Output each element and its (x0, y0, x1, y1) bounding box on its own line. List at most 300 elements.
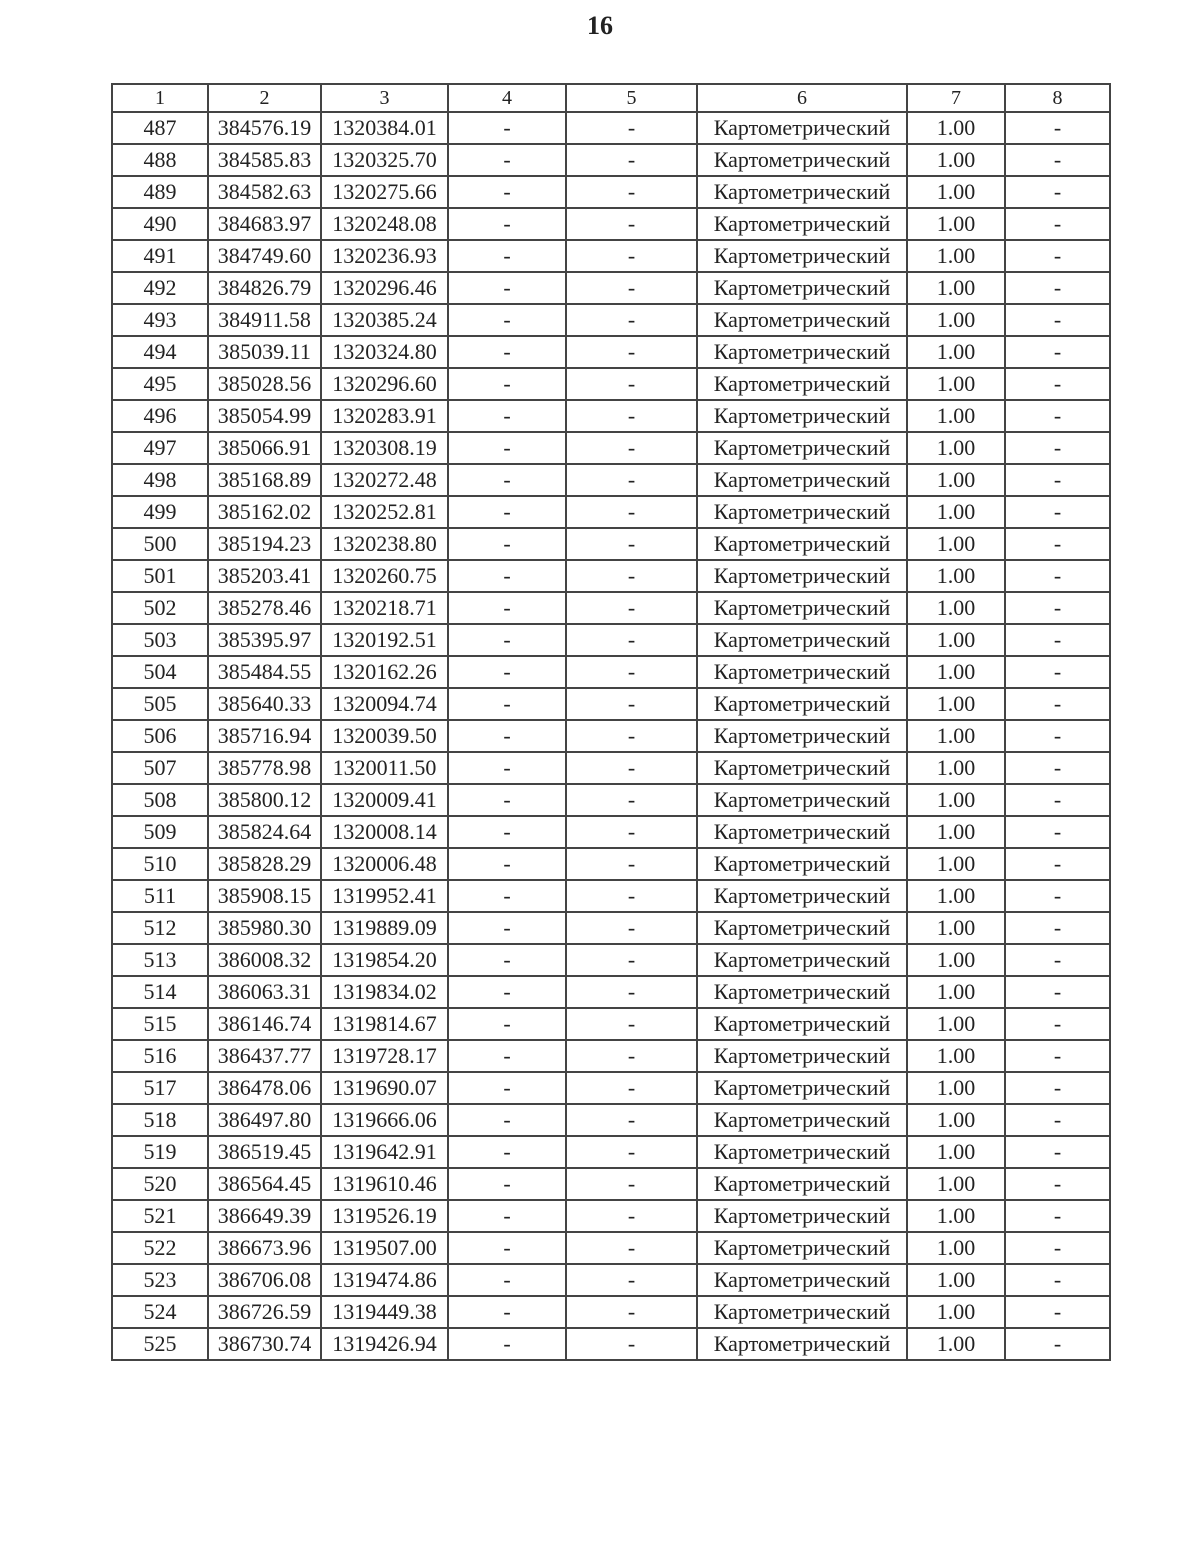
table-cell-col-5: - (566, 432, 697, 464)
table-row (112, 1296, 1110, 1328)
table-cell-col-3: 1320008.14 (321, 816, 448, 848)
table-cell-col-5: - (566, 496, 697, 528)
table-row (112, 1136, 1110, 1168)
table-cell-col-2: 385640.33 (208, 688, 321, 720)
table-cell-col-3: 1320384.01 (321, 112, 448, 144)
table-cell-col-7: 1.00 (907, 720, 1005, 752)
table-cell-col-5: - (566, 848, 697, 880)
table-cell-col-7: 1.00 (907, 368, 1005, 400)
table-cell-col-8: - (1005, 304, 1110, 336)
table-row (112, 944, 1110, 976)
table-cell-col-6: Картометрический (697, 400, 907, 432)
table-cell-col-3: 1319814.67 (321, 1008, 448, 1040)
table-cell-col-4: - (448, 816, 566, 848)
table-cell-col-6: Картометрический (697, 1104, 907, 1136)
table-cell-col-3: 1320006.48 (321, 848, 448, 880)
table-cell-col-6: Картометрический (697, 880, 907, 912)
table-cell-col-7: 1.00 (907, 752, 1005, 784)
table-cell-col-5: - (566, 784, 697, 816)
table-cell-col-1: 489 (112, 176, 208, 208)
table-cell-col-3: 1320238.80 (321, 528, 448, 560)
table-row (112, 656, 1110, 688)
table-cell-col-7: 1.00 (907, 1232, 1005, 1264)
table-cell-col-7: 1.00 (907, 848, 1005, 880)
table-row (112, 240, 1110, 272)
table-cell-col-1: 505 (112, 688, 208, 720)
table-cell-col-5: - (566, 336, 697, 368)
table-cell-col-8: - (1005, 464, 1110, 496)
table-cell-col-2: 386497.80 (208, 1104, 321, 1136)
table-cell-col-8: - (1005, 1072, 1110, 1104)
table-cell-col-5: - (566, 176, 697, 208)
table-cell-col-2: 386437.77 (208, 1040, 321, 1072)
table-cell-col-2: 385039.11 (208, 336, 321, 368)
table-cell-col-3: 1320252.81 (321, 496, 448, 528)
table-cell-col-7: 1.00 (907, 1008, 1005, 1040)
table-cell-col-8: - (1005, 1040, 1110, 1072)
table-cell-col-2: 385054.99 (208, 400, 321, 432)
table-cell-col-8: - (1005, 1328, 1110, 1360)
table-cell-col-1: 502 (112, 592, 208, 624)
table-cell-col-7: 1.00 (907, 816, 1005, 848)
table-cell-col-7: 1.00 (907, 1040, 1005, 1072)
table-cell-col-3: 1319952.41 (321, 880, 448, 912)
table-cell-col-8: - (1005, 176, 1110, 208)
table-row (112, 560, 1110, 592)
table-row (112, 880, 1110, 912)
table-cell-col-2: 386730.74 (208, 1328, 321, 1360)
table-cell-col-6: Картометрический (697, 144, 907, 176)
column-header-7: 7 (907, 84, 1005, 112)
table-cell-col-6: Картометрический (697, 1136, 907, 1168)
table-cell-col-5: - (566, 1040, 697, 1072)
table-cell-col-8: - (1005, 1104, 1110, 1136)
table-cell-col-3: 1319728.17 (321, 1040, 448, 1072)
column-header-8: 8 (1005, 84, 1110, 112)
table-cell-col-1: 513 (112, 944, 208, 976)
table-cell-col-6: Картометрический (697, 176, 907, 208)
table-cell-col-6: Картометрический (697, 368, 907, 400)
table-cell-col-4: - (448, 720, 566, 752)
table-cell-col-8: - (1005, 944, 1110, 976)
header-row (112, 84, 1110, 112)
coordinates-table (111, 83, 1111, 1361)
table-cell-col-7: 1.00 (907, 656, 1005, 688)
table-cell-col-4: - (448, 112, 566, 144)
table-cell-col-4: - (448, 272, 566, 304)
table-row (112, 752, 1110, 784)
table-cell-col-1: 506 (112, 720, 208, 752)
table-cell-col-7: 1.00 (907, 400, 1005, 432)
table-cell-col-2: 385824.64 (208, 816, 321, 848)
table-cell-col-5: - (566, 112, 697, 144)
table-cell-col-7: 1.00 (907, 432, 1005, 464)
table-cell-col-6: Картометрический (697, 1264, 907, 1296)
table-body (112, 112, 1110, 1360)
table-cell-col-6: Картометрический (697, 944, 907, 976)
table-cell-col-6: Картометрический (697, 1008, 907, 1040)
table-cell-col-1: 515 (112, 1008, 208, 1040)
table-cell-col-3: 1320296.60 (321, 368, 448, 400)
table-cell-col-7: 1.00 (907, 1296, 1005, 1328)
table-cell-col-5: - (566, 208, 697, 240)
table-cell-col-5: - (566, 688, 697, 720)
table-cell-col-7: 1.00 (907, 1072, 1005, 1104)
table-cell-col-7: 1.00 (907, 112, 1005, 144)
table-cell-col-3: 1319666.06 (321, 1104, 448, 1136)
table-cell-col-7: 1.00 (907, 688, 1005, 720)
table-cell-col-6: Картометрический (697, 1328, 907, 1360)
table-cell-col-7: 1.00 (907, 304, 1005, 336)
table-cell-col-3: 1320308.19 (321, 432, 448, 464)
table-cell-col-3: 1320248.08 (321, 208, 448, 240)
table-cell-col-5: - (566, 720, 697, 752)
table-cell-col-1: 525 (112, 1328, 208, 1360)
table-cell-col-3: 1320011.50 (321, 752, 448, 784)
table-cell-col-1: 498 (112, 464, 208, 496)
table-cell-col-4: - (448, 1008, 566, 1040)
table-cell-col-7: 1.00 (907, 144, 1005, 176)
table-cell-col-5: - (566, 1328, 697, 1360)
table-cell-col-2: 385800.12 (208, 784, 321, 816)
table-cell-col-1: 522 (112, 1232, 208, 1264)
table-row (112, 1328, 1110, 1360)
table-cell-col-7: 1.00 (907, 208, 1005, 240)
table-row (112, 784, 1110, 816)
column-header-5: 5 (566, 84, 697, 112)
table-row (112, 528, 1110, 560)
table-cell-col-4: - (448, 208, 566, 240)
page-number: 16 (587, 11, 613, 40)
table-cell-col-6: Картометрический (697, 528, 907, 560)
table-cell-col-8: - (1005, 592, 1110, 624)
table-cell-col-3: 1319474.86 (321, 1264, 448, 1296)
table-cell-col-1: 496 (112, 400, 208, 432)
table-cell-col-3: 1319507.00 (321, 1232, 448, 1264)
table-cell-col-8: - (1005, 1168, 1110, 1200)
table-cell-col-7: 1.00 (907, 912, 1005, 944)
table-cell-col-5: - (566, 368, 697, 400)
table-row (112, 912, 1110, 944)
table-cell-col-2: 386726.59 (208, 1296, 321, 1328)
table-cell-col-8: - (1005, 1136, 1110, 1168)
table-cell-col-2: 385908.15 (208, 880, 321, 912)
table-cell-col-8: - (1005, 880, 1110, 912)
table-cell-col-5: - (566, 464, 697, 496)
table-cell-col-4: - (448, 1328, 566, 1360)
table-cell-col-1: 490 (112, 208, 208, 240)
table-cell-col-3: 1319854.20 (321, 944, 448, 976)
table-cell-col-7: 1.00 (907, 624, 1005, 656)
column-header-4: 4 (448, 84, 566, 112)
table-cell-col-7: 1.00 (907, 336, 1005, 368)
table-cell-col-5: - (566, 1008, 697, 1040)
table-row (112, 464, 1110, 496)
table-cell-col-4: - (448, 1168, 566, 1200)
table-cell-col-5: - (566, 1104, 697, 1136)
table-cell-col-8: - (1005, 624, 1110, 656)
table-cell-col-3: 1320324.80 (321, 336, 448, 368)
table-cell-col-2: 386146.74 (208, 1008, 321, 1040)
table-cell-col-1: 494 (112, 336, 208, 368)
table-cell-col-4: - (448, 144, 566, 176)
table-cell-col-5: - (566, 1296, 697, 1328)
table-cell-col-4: - (448, 368, 566, 400)
table-cell-col-1: 491 (112, 240, 208, 272)
table-cell-col-6: Картометрический (697, 560, 907, 592)
table-cell-col-4: - (448, 1264, 566, 1296)
table-cell-col-6: Картометрический (697, 496, 907, 528)
table-cell-col-8: - (1005, 144, 1110, 176)
table-row (112, 1072, 1110, 1104)
table-cell-col-6: Картометрический (697, 304, 907, 336)
table-cell-col-1: 510 (112, 848, 208, 880)
table-cell-col-8: - (1005, 208, 1110, 240)
table-cell-col-8: - (1005, 848, 1110, 880)
table-cell-col-3: 1319449.38 (321, 1296, 448, 1328)
table-cell-col-2: 385278.46 (208, 592, 321, 624)
table-cell-col-7: 1.00 (907, 880, 1005, 912)
table-cell-col-3: 1320385.24 (321, 304, 448, 336)
table-cell-col-2: 386649.39 (208, 1200, 321, 1232)
table-cell-col-5: - (566, 816, 697, 848)
table-cell-col-5: - (566, 272, 697, 304)
table-cell-col-4: - (448, 784, 566, 816)
table-row (112, 496, 1110, 528)
table-cell-col-6: Картометрический (697, 432, 907, 464)
table-cell-col-7: 1.00 (907, 1104, 1005, 1136)
table-cell-col-6: Картометрический (697, 208, 907, 240)
table-cell-col-8: - (1005, 656, 1110, 688)
table-cell-col-6: Картометрический (697, 784, 907, 816)
table-cell-col-2: 385194.23 (208, 528, 321, 560)
table-cell-col-4: - (448, 432, 566, 464)
table-cell-col-2: 386063.31 (208, 976, 321, 1008)
table-cell-col-1: 507 (112, 752, 208, 784)
table-cell-col-5: - (566, 1136, 697, 1168)
table-cell-col-2: 385484.55 (208, 656, 321, 688)
table-row (112, 1264, 1110, 1296)
table-row (112, 592, 1110, 624)
table-cell-col-7: 1.00 (907, 176, 1005, 208)
table-cell-col-7: 1.00 (907, 560, 1005, 592)
table-cell-col-3: 1320218.71 (321, 592, 448, 624)
table-cell-col-5: - (566, 880, 697, 912)
table-cell-col-6: Картометрический (697, 592, 907, 624)
table-cell-col-5: - (566, 240, 697, 272)
table-cell-col-7: 1.00 (907, 784, 1005, 816)
table-cell-col-4: - (448, 656, 566, 688)
table-cell-col-7: 1.00 (907, 1264, 1005, 1296)
table-cell-col-2: 385028.56 (208, 368, 321, 400)
table-cell-col-8: - (1005, 432, 1110, 464)
table-cell-col-2: 384749.60 (208, 240, 321, 272)
table-cell-col-8: - (1005, 784, 1110, 816)
table-cell-col-1: 509 (112, 816, 208, 848)
table-cell-col-7: 1.00 (907, 944, 1005, 976)
table-cell-col-7: 1.00 (907, 976, 1005, 1008)
table-cell-col-1: 518 (112, 1104, 208, 1136)
table-cell-col-8: - (1005, 1200, 1110, 1232)
table-cell-col-3: 1319610.46 (321, 1168, 448, 1200)
table-cell-col-2: 386478.06 (208, 1072, 321, 1104)
table-cell-col-3: 1320192.51 (321, 624, 448, 656)
table-cell-col-4: - (448, 496, 566, 528)
table-cell-col-8: - (1005, 1264, 1110, 1296)
table-cell-col-6: Картометрический (697, 112, 907, 144)
table-cell-col-4: - (448, 1072, 566, 1104)
table-cell-col-1: 512 (112, 912, 208, 944)
table-cell-col-5: - (566, 912, 697, 944)
table-cell-col-4: - (448, 1232, 566, 1264)
table-cell-col-7: 1.00 (907, 592, 1005, 624)
table-cell-col-4: - (448, 1200, 566, 1232)
table-cell-col-8: - (1005, 496, 1110, 528)
table-cell-col-7: 1.00 (907, 1136, 1005, 1168)
table-cell-col-8: - (1005, 336, 1110, 368)
table-cell-col-1: 488 (112, 144, 208, 176)
table-cell-col-1: 501 (112, 560, 208, 592)
table-cell-col-1: 508 (112, 784, 208, 816)
table-cell-col-6: Картометрический (697, 656, 907, 688)
table-cell-col-3: 1320275.66 (321, 176, 448, 208)
table-cell-col-8: - (1005, 752, 1110, 784)
table-cell-col-3: 1319834.02 (321, 976, 448, 1008)
column-header-2: 2 (208, 84, 321, 112)
table-cell-col-3: 1320236.93 (321, 240, 448, 272)
table-cell-col-2: 385162.02 (208, 496, 321, 528)
table-cell-col-7: 1.00 (907, 528, 1005, 560)
table-row (112, 1232, 1110, 1264)
table-row (112, 144, 1110, 176)
table-cell-col-8: - (1005, 688, 1110, 720)
table-cell-col-8: - (1005, 560, 1110, 592)
table-cell-col-5: - (566, 400, 697, 432)
table-cell-col-4: - (448, 976, 566, 1008)
table-cell-col-1: 500 (112, 528, 208, 560)
table-cell-col-1: 497 (112, 432, 208, 464)
table-cell-col-6: Картометрический (697, 976, 907, 1008)
table-row (112, 976, 1110, 1008)
table-cell-col-3: 1320260.75 (321, 560, 448, 592)
table-row (112, 272, 1110, 304)
table-cell-col-8: - (1005, 912, 1110, 944)
table-cell-col-1: 516 (112, 1040, 208, 1072)
table-cell-col-2: 385168.89 (208, 464, 321, 496)
table-cell-col-4: - (448, 1296, 566, 1328)
table-cell-col-4: - (448, 240, 566, 272)
table-cell-col-6: Картометрический (697, 1200, 907, 1232)
table-cell-col-5: - (566, 976, 697, 1008)
table-row (112, 400, 1110, 432)
table-cell-col-2: 384582.63 (208, 176, 321, 208)
table-row (112, 368, 1110, 400)
table-row (112, 720, 1110, 752)
table-cell-col-2: 384911.58 (208, 304, 321, 336)
table-cell-col-2: 384826.79 (208, 272, 321, 304)
table-cell-col-5: - (566, 560, 697, 592)
table-cell-col-2: 385828.29 (208, 848, 321, 880)
table-cell-col-6: Картометрический (697, 464, 907, 496)
table-cell-col-5: - (566, 656, 697, 688)
table-cell-col-1: 520 (112, 1168, 208, 1200)
table-cell-col-5: - (566, 752, 697, 784)
table-row (112, 1168, 1110, 1200)
column-header-6: 6 (697, 84, 907, 112)
table-cell-col-6: Картометрический (697, 272, 907, 304)
table-cell-col-2: 385778.98 (208, 752, 321, 784)
table-cell-col-6: Картометрический (697, 720, 907, 752)
table-cell-col-4: - (448, 752, 566, 784)
table-cell-col-4: - (448, 336, 566, 368)
table-cell-col-3: 1320272.48 (321, 464, 448, 496)
table-cell-col-2: 386706.08 (208, 1264, 321, 1296)
table-cell-col-5: - (566, 1200, 697, 1232)
table-cell-col-5: - (566, 624, 697, 656)
table-cell-col-7: 1.00 (907, 1168, 1005, 1200)
table-cell-col-3: 1320009.41 (321, 784, 448, 816)
table-cell-col-1: 492 (112, 272, 208, 304)
table-cell-col-8: - (1005, 240, 1110, 272)
table-cell-col-4: - (448, 1104, 566, 1136)
table-cell-col-1: 521 (112, 1200, 208, 1232)
table-row (112, 304, 1110, 336)
table-row (112, 816, 1110, 848)
table-cell-col-5: - (566, 528, 697, 560)
table-cell-col-2: 384585.83 (208, 144, 321, 176)
table-cell-col-5: - (566, 1168, 697, 1200)
table-cell-col-8: - (1005, 1232, 1110, 1264)
table-cell-col-2: 385716.94 (208, 720, 321, 752)
table-row (112, 1104, 1110, 1136)
table-cell-col-1: 504 (112, 656, 208, 688)
table-cell-col-3: 1320162.26 (321, 656, 448, 688)
table-cell-col-2: 386564.45 (208, 1168, 321, 1200)
table-cell-col-2: 385980.30 (208, 912, 321, 944)
table-cell-col-4: - (448, 880, 566, 912)
table-cell-col-6: Картометрический (697, 624, 907, 656)
table-cell-col-7: 1.00 (907, 464, 1005, 496)
table-cell-col-6: Картометрический (697, 1296, 907, 1328)
table-cell-col-8: - (1005, 112, 1110, 144)
table-cell-col-1: 524 (112, 1296, 208, 1328)
table-cell-col-3: 1319642.91 (321, 1136, 448, 1168)
table-cell-col-8: - (1005, 976, 1110, 1008)
table-cell-col-8: - (1005, 368, 1110, 400)
table-cell-col-7: 1.00 (907, 1328, 1005, 1360)
table-cell-col-4: - (448, 848, 566, 880)
table-cell-col-8: - (1005, 1008, 1110, 1040)
table-row (112, 112, 1110, 144)
table-cell-col-5: - (566, 1232, 697, 1264)
table-cell-col-1: 519 (112, 1136, 208, 1168)
table-cell-col-5: - (566, 592, 697, 624)
table-cell-col-6: Картометрический (697, 848, 907, 880)
table-cell-col-4: - (448, 560, 566, 592)
table-cell-col-6: Картометрический (697, 1040, 907, 1072)
table-cell-col-1: 523 (112, 1264, 208, 1296)
table-cell-col-4: - (448, 304, 566, 336)
table-cell-col-4: - (448, 592, 566, 624)
table-cell-col-2: 385203.41 (208, 560, 321, 592)
table-cell-col-4: - (448, 944, 566, 976)
table-cell-col-1: 499 (112, 496, 208, 528)
table-cell-col-6: Картометрический (697, 816, 907, 848)
table-cell-col-5: - (566, 944, 697, 976)
table-cell-col-8: - (1005, 816, 1110, 848)
table-cell-col-8: - (1005, 1296, 1110, 1328)
table-cell-col-4: - (448, 624, 566, 656)
